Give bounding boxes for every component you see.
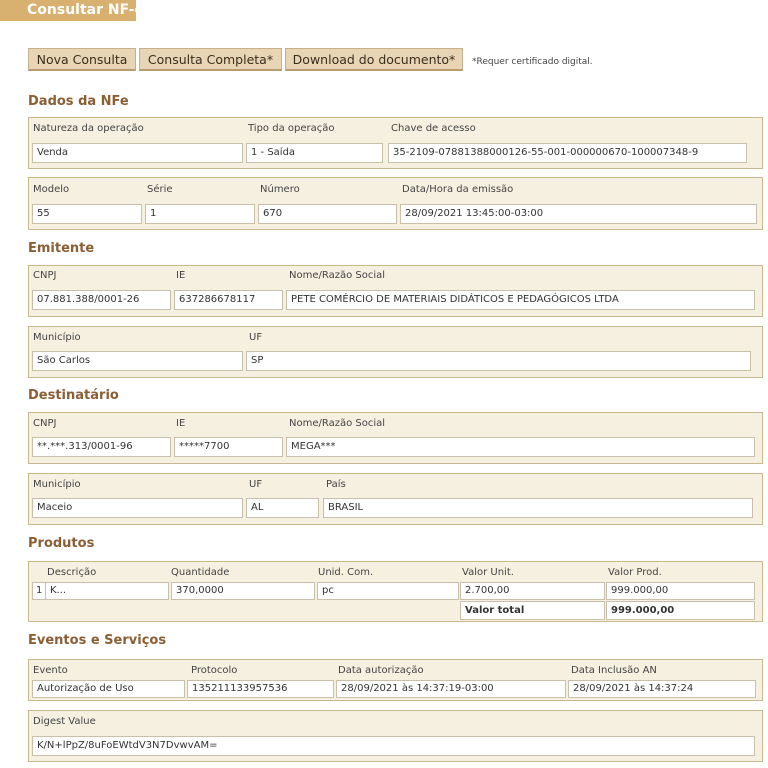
destinatario-cnpj-label: CNPJ — [33, 418, 57, 429]
page-title: Consultar NF-e — [0, 0, 136, 21]
emitente-cnpj-field: 07.881.388/0001-26 — [32, 290, 171, 310]
destinatario-uf-field: AL — [246, 498, 319, 518]
certificate-note: *Requer certificado digital. — [472, 57, 593, 67]
data-autorizacao-field: 28/09/2021 às 14:37:19-03:00 — [336, 680, 566, 698]
consulta-completa-button[interactable]: Consulta Completa* — [139, 48, 282, 71]
numero-label: Número — [260, 184, 300, 195]
col-unidade: Unid. Com. — [318, 567, 374, 578]
destinatario-nome-label: Nome/Razão Social — [289, 418, 386, 429]
emitente-nome-label: Nome/Razão Social — [289, 270, 386, 281]
row-descricao: K... — [45, 582, 169, 600]
emitente-uf-label: UF — [249, 332, 263, 343]
section-destinatario: Destinatário — [28, 388, 119, 403]
col-valor-prod: Valor Prod. — [608, 567, 662, 578]
row-valor-unit: 2.700,00 — [460, 582, 605, 600]
evento-field: Autorização de Uso — [32, 680, 185, 698]
emitente-municipio-field: São Carlos — [32, 351, 243, 371]
destinatario-cnpj-field: **.***.313/0001-96 — [32, 437, 171, 457]
tipo-field: 1 - Saída — [246, 143, 383, 163]
modelo-field: 55 — [32, 204, 142, 224]
tipo-label: Tipo da operação — [248, 123, 335, 134]
numero-field: 670 — [258, 204, 397, 224]
emitente-ie-label: IE — [176, 270, 186, 281]
serie-field: 1 — [145, 204, 255, 224]
valor-total-field: 999.000,00 — [606, 601, 755, 620]
destinatario-ie-field: *****7700 — [174, 437, 283, 457]
emitente-cnpj-label: CNPJ — [33, 270, 57, 281]
valor-total-label: Valor total — [460, 601, 605, 620]
section-produtos: Produtos — [28, 536, 95, 551]
data-inclusao-label: Data Inclusão AN — [571, 665, 657, 676]
evento-label: Evento — [33, 665, 68, 676]
protocolo-label: Protocolo — [191, 665, 238, 676]
destinatario-nome-field: MEGA*** — [286, 437, 755, 457]
destinatario-pais-label: País — [326, 479, 346, 490]
destinatario-municipio-field: Maceio — [32, 498, 243, 518]
destinatario-box-1 — [28, 412, 763, 464]
digest-field: K/N+lPpZ/8uFoEWtdV3N7DvwvAM= — [32, 736, 755, 756]
produtos-box — [28, 561, 763, 622]
col-quantidade: Quantidade — [171, 567, 230, 578]
chave-field: 35-2109-07881388000126-55-001-000000670-100007348-9 — [388, 143, 747, 163]
dados-box-2 — [28, 177, 763, 230]
section-emitente: Emitente — [28, 241, 95, 256]
destinatario-pais-field: BRASIL — [323, 498, 753, 518]
serie-label: Série — [147, 184, 173, 195]
emitente-box-1 — [28, 265, 763, 317]
data-emissao-label: Data/Hora da emissão — [402, 184, 514, 195]
row-quantidade: 370,0000 — [171, 582, 315, 600]
chave-label: Chave de acesso — [391, 123, 476, 134]
download-documento-button[interactable]: Download do documento* — [285, 48, 463, 71]
section-eventos: Eventos e Serviços — [28, 633, 167, 648]
emitente-nome-field: PETE COMÉRCIO DE MATERIAIS DIDÁTICOS E PEDAGÓGICOS LTDA — [286, 290, 755, 310]
nova-consulta-button[interactable]: Nova Consulta — [28, 48, 136, 71]
col-valor-unit: Valor Unit. — [462, 567, 514, 578]
destinatario-ie-label: IE — [176, 418, 186, 429]
modelo-label: Modelo — [33, 184, 70, 195]
natureza-field: Venda — [32, 143, 243, 163]
emitente-uf-field: SP — [246, 351, 751, 371]
destinatario-uf-label: UF — [249, 479, 263, 490]
col-descricao: Descrição — [47, 567, 97, 578]
eventos-box — [28, 659, 763, 701]
data-emissao-field: 28/09/2021 13:45:00-03:00 — [400, 204, 757, 224]
natureza-label: Natureza da operação — [33, 123, 144, 134]
emitente-ie-field: 637286678117 — [174, 290, 283, 310]
row-number: 1 — [32, 582, 46, 600]
row-unidade: pc — [317, 582, 459, 600]
dados-box-1 — [28, 117, 763, 169]
destinatario-municipio-label: Município — [33, 479, 81, 490]
row-valor-prod: 999.000,00 — [606, 582, 755, 600]
destinatario-box-2 — [28, 473, 763, 525]
emitente-municipio-label: Município — [33, 332, 81, 343]
section-dados-nfe: Dados da NFe — [28, 94, 129, 109]
digest-box — [28, 710, 763, 762]
data-autorizacao-label: Data autorização — [338, 665, 424, 676]
data-inclusao-field: 28/09/2021 às 14:37:24 — [568, 680, 756, 698]
protocolo-field: 135211133957536 — [187, 680, 334, 698]
emitente-box-2 — [28, 326, 763, 378]
digest-label: Digest Value — [33, 716, 96, 727]
